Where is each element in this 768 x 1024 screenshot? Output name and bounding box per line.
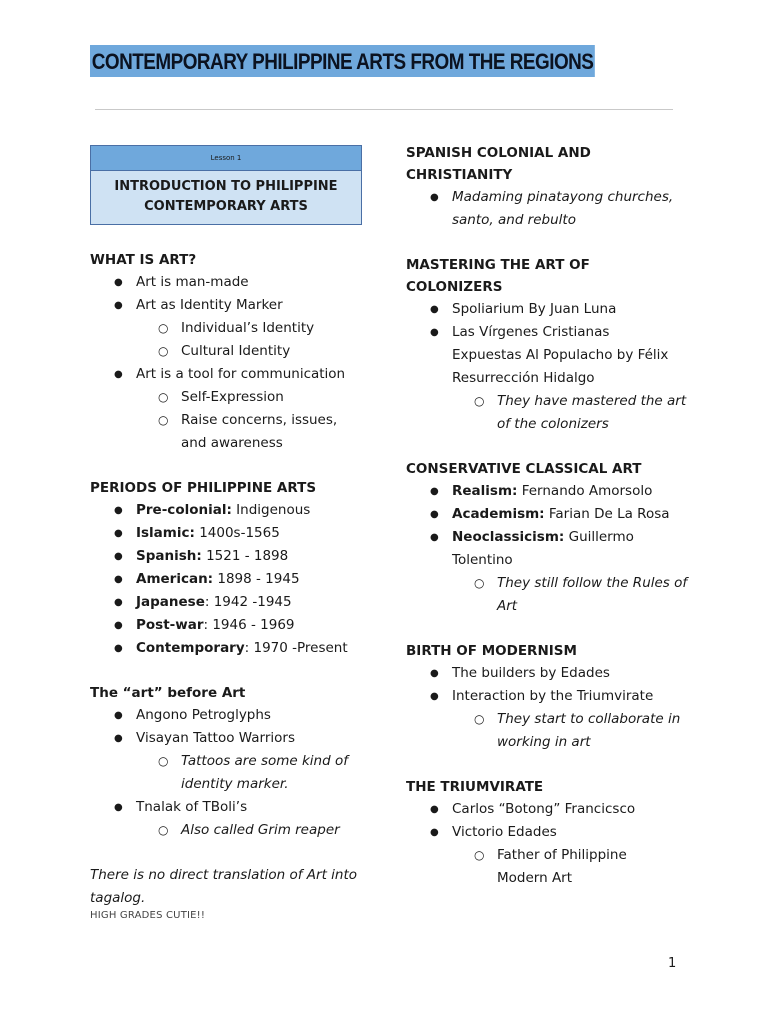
list-item: ● Academism: Farian De La Rosa: [406, 503, 696, 526]
mastering-list: [406, 298, 696, 436]
list-item: ● Art as Identity Marker: [90, 294, 380, 317]
list-item: ● The builders by Edades: [406, 662, 696, 685]
sub-list-text-cont: and awareness: [181, 435, 283, 451]
triumvirate-list: [406, 798, 696, 890]
what-is-art-list: [90, 271, 380, 455]
period-item: ● Japanese: 1942 -1945: [90, 591, 380, 614]
list-item: ● Realism: Fernando Amorsolo: [406, 480, 696, 503]
lesson-label: Lesson 1: [91, 146, 361, 171]
period-item: ● Islamic: 1400s-1565: [90, 522, 380, 545]
period-item: ● Post-war: 1946 - 1969: [90, 614, 380, 637]
list-item: ● Spoliarium By Juan Luna: [406, 298, 696, 321]
sub-list-text: Tattoos are some kind of: [181, 753, 348, 769]
sub-list-text-cont: identity marker.: [181, 776, 289, 792]
right-column: [406, 142, 696, 890]
list-item: ● Angono Petroglyphs: [90, 704, 380, 727]
document-title: CONTEMPORARY PHILIPPINE ARTS FROM THE REGIONS: [90, 45, 595, 77]
section-heading-art-before-art: The “art” before Art: [90, 685, 246, 701]
list-item: ● Victorio Edades: [406, 821, 696, 844]
list-item: ● Art is a tool for communication: [90, 363, 380, 386]
footer-note: HIGH GRADES CUTIE!!: [90, 910, 206, 921]
list-item: ● Visayan Tattoo Warriors: [90, 727, 380, 750]
sub-list-item: ○ Cultural Identity: [90, 340, 380, 363]
art-before-art-list: [90, 704, 380, 842]
sub-list-text: Raise concerns, issues,: [181, 412, 338, 428]
period-item: ● Spanish: 1521 - 1898: [90, 545, 380, 568]
note-line-1: There is no direct translation of Art into: [90, 867, 358, 883]
lesson-title: [91, 171, 361, 224]
sub-list-item: ○ Also called Grim reaper: [90, 819, 380, 842]
section-heading-triumvirate: THE TRIUMVIRATE: [406, 779, 544, 795]
horizontal-rule: [95, 109, 673, 110]
sub-list-item: ○ They start to collaborate in working in art: [406, 708, 696, 754]
classical-list: [406, 480, 696, 618]
list-item: ● Las Vírgenes Cristianas Expuestas Al Populacho by Félix Resurrección Hidalgo: [406, 321, 696, 390]
sub-list-item: ○ Self-Expression: [90, 386, 380, 409]
list-item: ● Neoclassicism: Guillermo Tolentino: [406, 526, 696, 572]
sub-list-item: ○ They still follow the Rules of Art: [406, 572, 696, 618]
period-item: ● Contemporary: 1970 -Present: [90, 637, 380, 660]
sub-list-item: ○ They have mastered the art of the colonizers: [406, 390, 696, 436]
list-item: ● Tnalak of TBoli’s: [90, 796, 380, 819]
sub-list-item: ○ Individual’s Identity: [90, 317, 380, 340]
section-heading-what-is-art: WHAT IS ART?: [90, 252, 197, 268]
period-item: ● American: 1898 - 1945: [90, 568, 380, 591]
periods-list: [90, 499, 380, 660]
lesson-title-line-2: CONTEMPORARY ARTS: [144, 199, 308, 214]
section-heading-periods: PERIODS OF PHILIPPINE ARTS: [90, 480, 317, 496]
sub-list-item: ○ Father of Philippine Modern Art: [406, 844, 696, 890]
spanish-list: [406, 186, 696, 232]
list-text-cont: santo, and rebulto: [452, 212, 576, 228]
list-item: ● Art is man-made: [90, 271, 380, 294]
modernism-list: [406, 662, 696, 754]
sub-list-item: [90, 409, 380, 455]
section-heading-classical: CONSERVATIVE CLASSICAL ART: [406, 461, 642, 477]
note-line-2: tagalog.: [90, 890, 146, 906]
section-heading-spanish-colonial: SPANISH COLONIAL AND CHRISTIANITY: [406, 145, 591, 183]
period-item: ● Pre-colonial: Indigenous: [90, 499, 380, 522]
section-heading-modernism: BIRTH OF MODERNISM: [406, 643, 577, 659]
list-item: ● Carlos “Botong” Francicsco: [406, 798, 696, 821]
list-item: ● Interaction by the Triumvirate: [406, 685, 696, 708]
list-text: Madaming pinatayong churches,: [452, 189, 674, 205]
left-column: [90, 145, 380, 921]
page-number: 1: [668, 956, 677, 971]
list-item: [406, 186, 696, 232]
section-heading-mastering: MASTERING THE ART OF COLONIZERS: [406, 257, 590, 295]
lesson-title-line-1: INTRODUCTION TO PHILIPPINE: [114, 179, 338, 194]
lesson-box: [90, 145, 362, 225]
sub-list-item: [90, 750, 380, 796]
